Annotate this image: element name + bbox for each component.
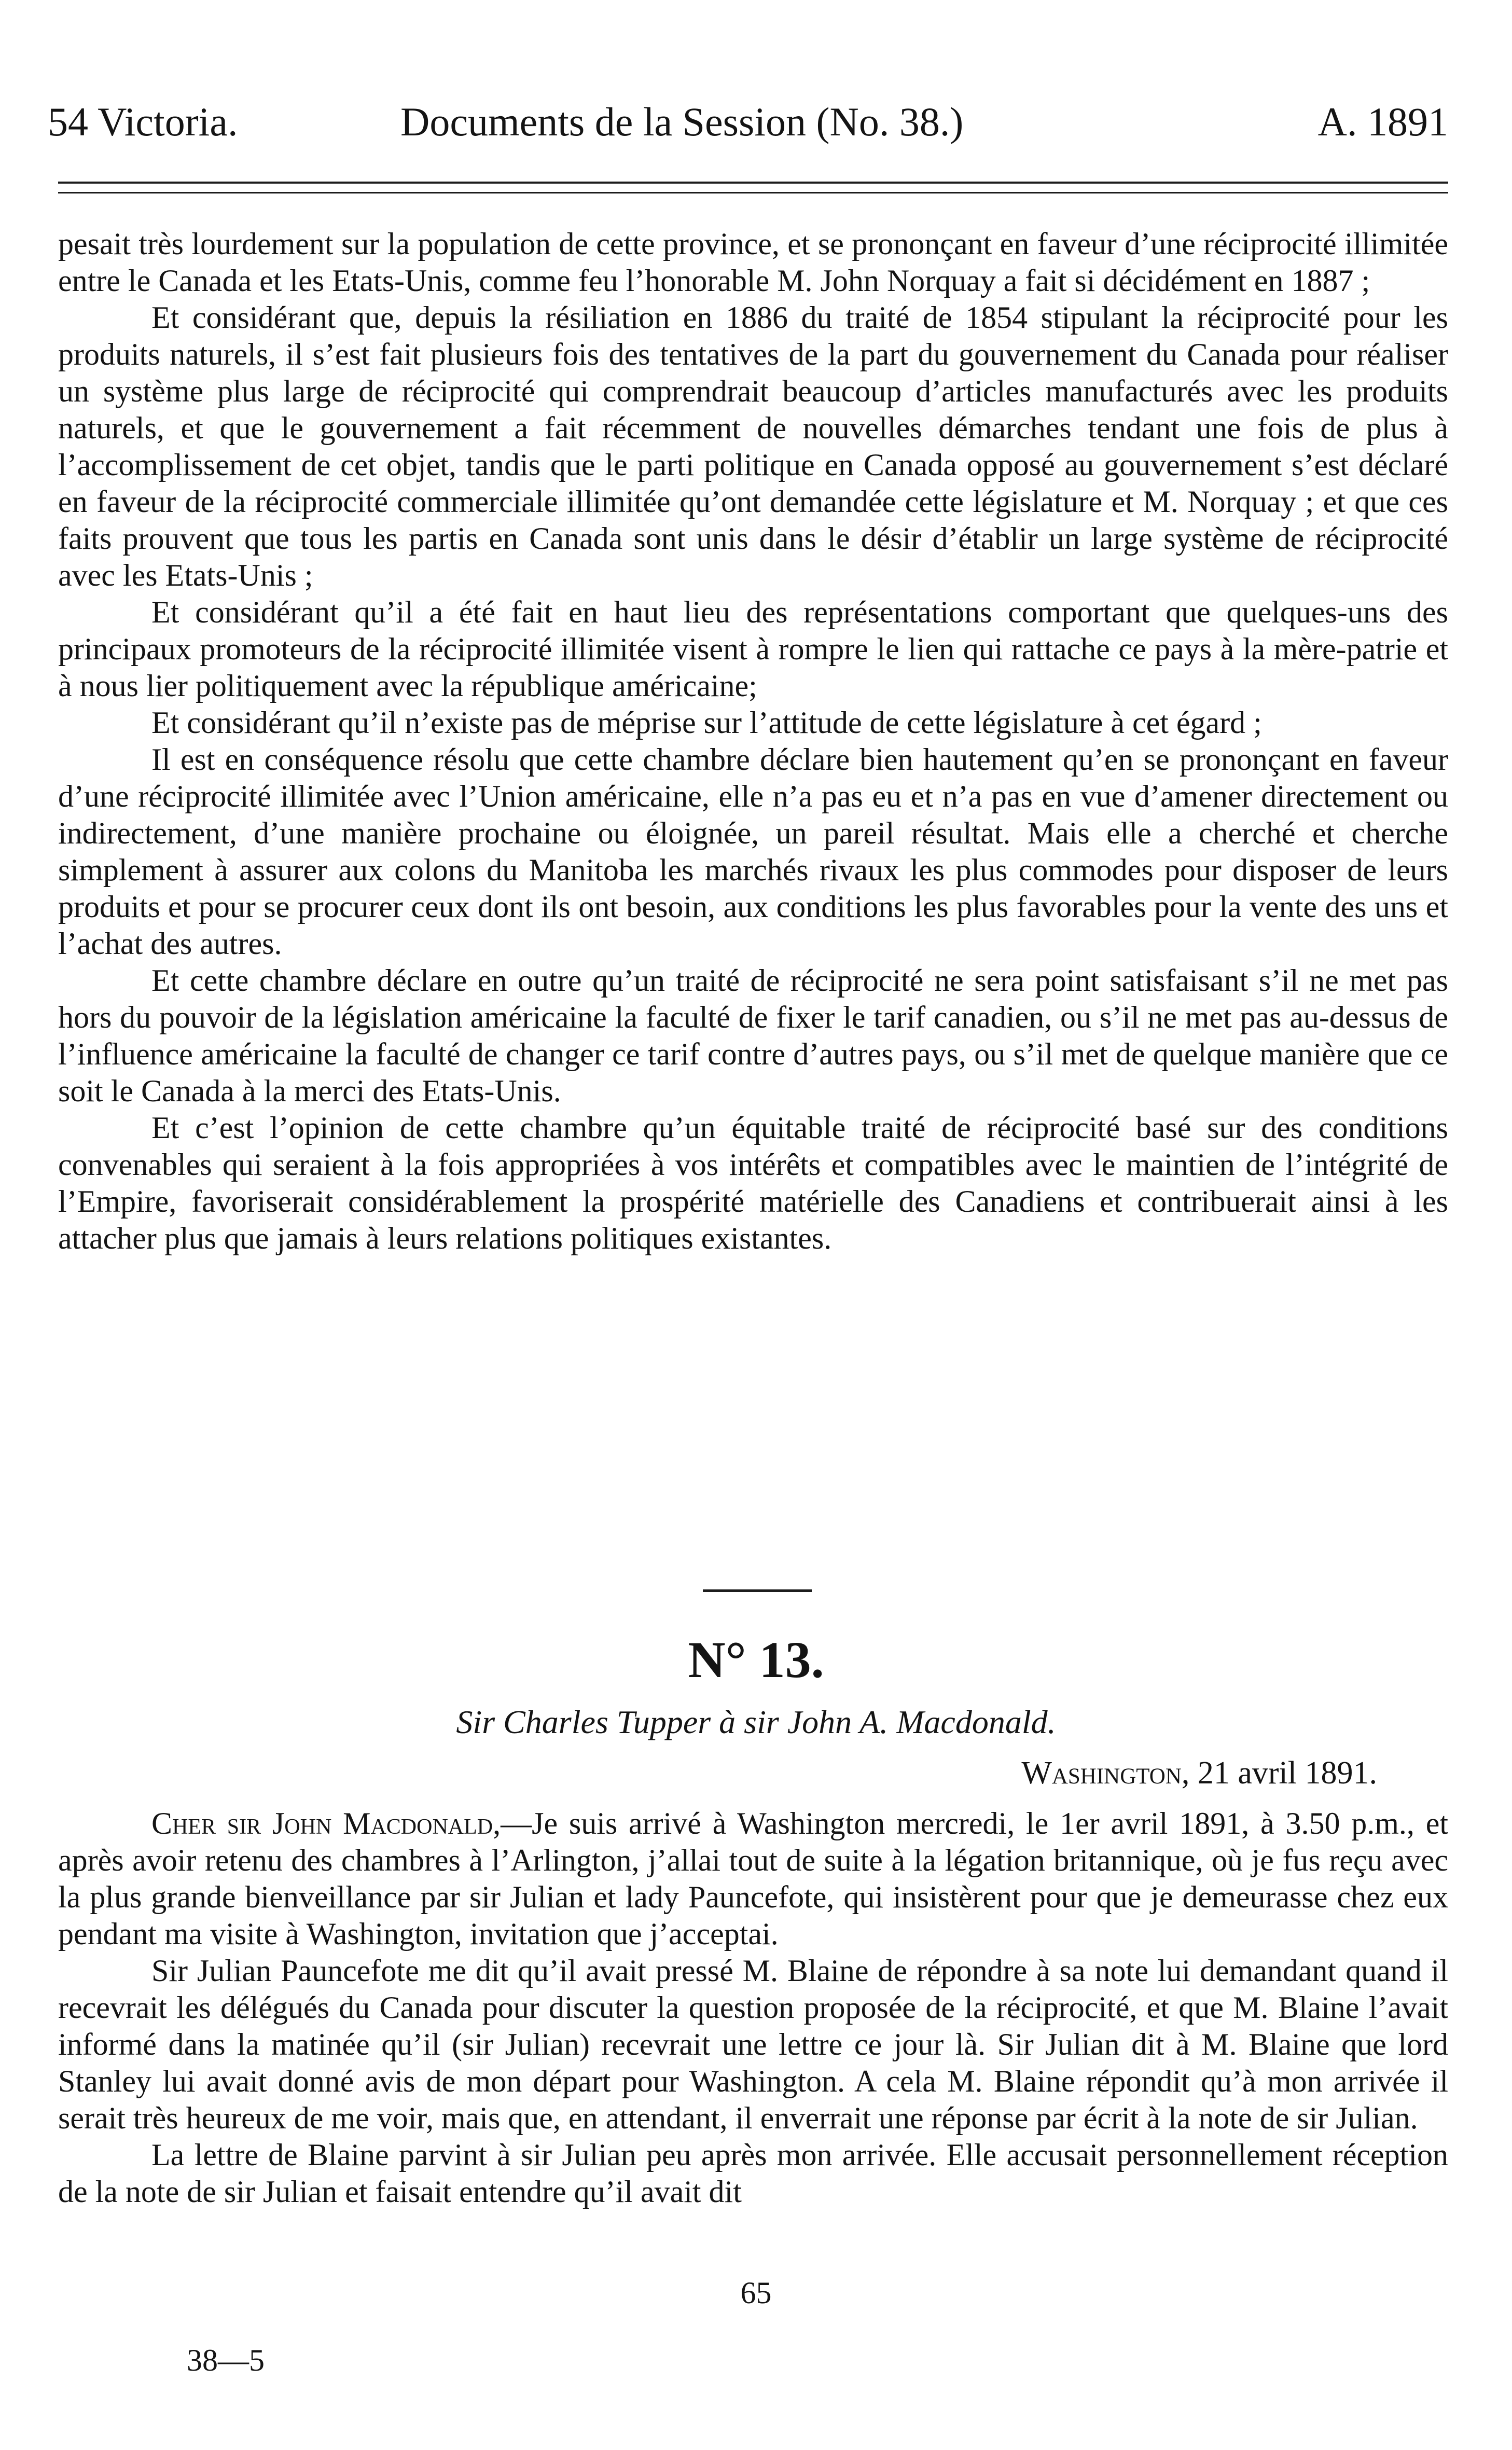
paragraph: Et considérant que, depuis la résiliation en 1886 du traité de 1854 stipulant la réciprocité pour les produits naturels, il s’est fait plusieurs fois des tentatives de la part du gouvernement du Canada pour réaliser un système plus large de réciprocité qui comprendrait beaucoup d’articles manufacturés avec les produits naturels, et que le gouvernement a fait récemment de nouvelles démarches tendant une fois de plus à l’accomplissement de cet objet, tandis que le parti politique en Canada opposé au gouvernement s’est déclaré en faveur de la réciprocité commerciale illimitée qu’ont demandée cette législature et M. Norquay ; et que ces faits prouvent que tous les partis en Canada sont unis dans le désir d’établir un large système de réciprocité avec les Etats-Unis ; [58, 300, 1448, 592]
paragraph: Sir Julian Pauncefote me dit qu’il avait pressé M. Blaine de répondre à sa note lui demandant quand il recevrait les délégués du Canada pour discuter la question proposée de la réciprocité, et que M. Blaine l’avait informé dans la matinée qu’il (sir Julian) recevrait une lettre ce jour là. Sir Julian dit à M. Blaine que lord Stanley lui avait donné avis de mon départ pour Washington. A cela M. Blaine répondit qu’à mon arrivée il serait très heureux de me voir, mais que, en attendant, il enverrait une réponse par écrit à la note de sir Julian. [58, 1954, 1448, 2135]
document-number: N° 13. [688, 1631, 824, 1688]
header-rule-top [58, 182, 1448, 184]
section-separator [703, 1589, 812, 1592]
dateline-place: Washington, [1021, 1755, 1190, 1791]
paragraph: La lettre de Blaine parvint à sir Julian peu après mon arrivée. Elle accusait personnellement réception de la note de sir Julian et faisait entendre qu’il avait dit [58, 2138, 1448, 2209]
paragraph: Et cette chambre déclare en outre qu’un traité de réciprocité ne sera point satisfaisant s’il ne met pas hors du pouvoir de la législation américaine la faculté de fixer le tarif canadien, ou s’il ne met pas au-dessus de l’influence américaine la faculté de changer ce tarif contre d’autres pays, ou s’il met de quelque manière que ce soit le Canada à la merci des Etats-Unis. [58, 963, 1448, 1108]
paragraph [58, 1805, 1448, 1953]
paragraph: Il est en conséquence résolu que cette chambre déclare bien hautement qu’en se prononçant en faveur d’une réciprocité illimitée avec l’Union américaine, elle n’a pas eu et n’a pas en vue d’amener directement ou indirectement, d’une manière prochaine ou éloignée, un pareil résultat. Mais elle a cherché et cherche simplement à assurer aux colons du Manitoba les marchés rivaux les plus commodes pour disposer de leurs produits et pour se procurer ceux dont ils ont besoin, aux conditions les plus favorables pour la vente des uns et l’achat des autres. [58, 742, 1448, 961]
dateline [1021, 1752, 1377, 1794]
paragraph-continued: pesait très lourdement sur la population de cette province, et se prononçant en faveur d’une réciprocité illimitée entre le Canada et les Etats-Unis, comme feu l’honorable M. John Norquay a fait si décidément en 1887 ; [58, 227, 1448, 298]
paragraph: Et considérant qu’il n’existe pas de méprise sur l’attitude de cette législature à cet égard ; [151, 705, 1262, 740]
running-header [48, 93, 1448, 150]
letter-text [58, 1805, 1448, 2210]
resolution-text [58, 226, 1448, 1257]
letter-opening: —Je suis arrivé à Washington mercredi, le 1er avril 1891, à 3.50 p.m., et après avoir retenu des chambres à l’Arlington, j’allai tout de suite à la légation britannique, où je fus reçu avec la plus grande bienveillance par sir Julian et lady Pauncefote, qui insistèrent pour que je demeurasse chez eux pendant ma visite à Washington, invitation que j’acceptai. [58, 1806, 1448, 1951]
paragraph: Et considérant qu’il a été fait en haut lieu des représentations comportant que quelques-uns des principaux promoteurs de la réciprocité illimitée visent à rompre le lien qui rattache ce pays à la mère-patrie et à nous lier politiquement avec la république américaine; [58, 595, 1448, 703]
header-year: A. 1891 [1317, 99, 1448, 144]
header-volume: 54 Victoria. [48, 99, 238, 144]
letter-salutation: Cher sir John Macdonald, [151, 1806, 501, 1840]
dateline-date: 21 avril 1891. [1189, 1755, 1377, 1791]
paragraph: Et c’est l’opinion de cette chambre qu’un équitable traité de réciprocité basé sur des conditions convenables qui seraient à la fois appropriées à vos intérêts et compatibles avec le maintien de l’intégrité de l’Empire, favoriserait considérablement la prospérité matérielle des Canadiens et contribuerait ainsi à les attacher plus que jamais à leurs relations politiques existantes. [58, 1111, 1448, 1255]
printer-signature: 38—5 [187, 2343, 265, 2377]
header-title: Documents de la Session (No. 38.) [400, 99, 964, 144]
document-subtitle: Sir Charles Tupper à sir John A. Macdonald. [456, 1704, 1056, 1740]
header-rule-bottom [58, 192, 1448, 193]
page-number: 65 [740, 2276, 772, 2310]
